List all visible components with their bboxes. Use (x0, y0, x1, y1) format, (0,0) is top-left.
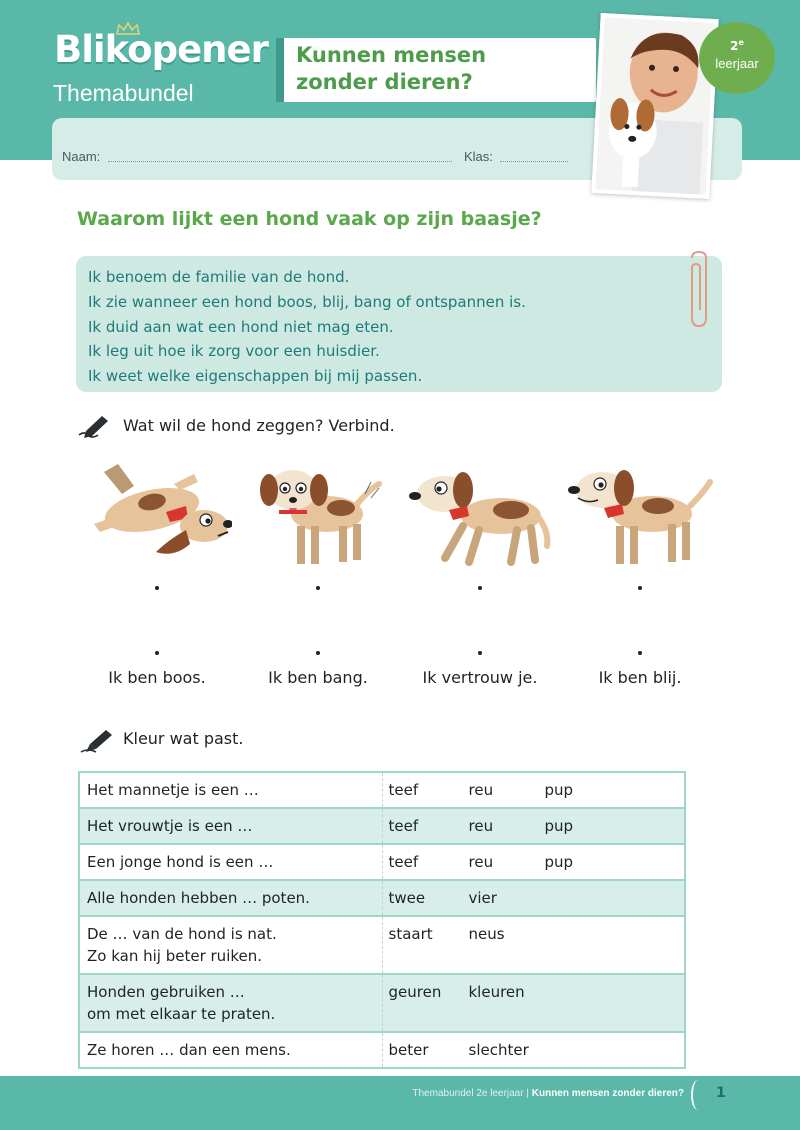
footer-title: Kunnen mensen zonder dieren? (531, 1088, 684, 1099)
footer-separator: | (526, 1088, 529, 1099)
table-row (79, 844, 685, 880)
trusting-dog-illustration (405, 460, 555, 575)
answer-choice[interactable]: slechter (468, 1041, 529, 1059)
answer-choice[interactable]: neus (468, 925, 505, 943)
table-row (79, 880, 685, 916)
main-question: Waarom lijkt een hond vaak op zijn baasje? (77, 208, 542, 230)
question-cell (79, 1032, 382, 1068)
answer-choice[interactable]: twee (388, 889, 426, 907)
answer-choice[interactable]: geuren (388, 983, 442, 1001)
answer-choice[interactable]: reu (468, 781, 494, 799)
footer-series: Themabundel 2e leerjaar (412, 1088, 524, 1099)
question-text: Het mannetje is een … (87, 781, 259, 799)
boy-with-dog-illustration (596, 17, 715, 195)
page-number: 1 (716, 1085, 726, 1101)
goal-item: Ik zie wanneer een hond boos, blij, bang of ontspannen is. (88, 293, 526, 311)
answer-choice[interactable]: teef (388, 817, 419, 835)
answer-choice[interactable]: pup (544, 781, 574, 799)
answer-choice[interactable]: staart (388, 925, 433, 943)
answer-choice[interactable]: beter (388, 1041, 429, 1059)
name-label: Naam: (62, 149, 101, 164)
answer-option: Ik ben bang. (268, 668, 368, 687)
title-accent (276, 38, 284, 102)
grade-suffix: e (738, 38, 744, 47)
grade-number (699, 38, 775, 53)
footer-bracket-icon (691, 1080, 705, 1110)
class-label: Klas: (464, 149, 493, 164)
options-cell (382, 808, 685, 844)
question-text: Het vrouwtje is een … (87, 817, 253, 835)
dog4-connect-dot[interactable] (638, 586, 642, 590)
question-text: Alle honden hebben … poten. (87, 889, 310, 907)
answer-choice[interactable]: reu (468, 853, 494, 871)
options-cell (382, 880, 685, 916)
grade-number-value: 2 (730, 39, 739, 53)
dog1-connect-dot[interactable] (155, 586, 159, 590)
dog3-connect-dot[interactable] (478, 586, 482, 590)
answer-choice[interactable]: teef (388, 781, 419, 799)
answer1-connect-dot[interactable] (155, 651, 159, 655)
answer-choice[interactable]: vier (468, 889, 497, 907)
answer-choice[interactable]: teef (388, 853, 419, 871)
question-text: De … van de hond is nat. (87, 925, 277, 943)
question-cell (79, 974, 382, 1032)
answer4-connect-dot[interactable] (638, 651, 642, 655)
question-cell (79, 844, 382, 880)
grade-word: leerjaar (715, 56, 759, 71)
paperclip-icon (682, 250, 718, 330)
table-row (79, 808, 685, 844)
question-text: Ze horen … dan een mens. (87, 1041, 291, 1059)
exercise2-instruction: Kleur wat past. (123, 729, 244, 748)
goal-item: Ik leg uit hoe ik zorg voor een huisdier. (88, 342, 380, 360)
marker-color-icon (80, 728, 114, 754)
options-cell (382, 844, 685, 880)
options-cell (382, 772, 685, 808)
options-cell (382, 1032, 685, 1068)
table-row (79, 772, 685, 808)
question-cell (79, 772, 382, 808)
scared-dog-illustration (245, 460, 395, 575)
happy-dog-illustration (566, 460, 716, 575)
answer-choice[interactable]: pup (544, 853, 574, 871)
answer2-connect-dot[interactable] (316, 651, 320, 655)
dog2-connect-dot[interactable] (316, 586, 320, 590)
goal-item: Ik benoem de familie van de hond. (88, 268, 350, 286)
answer-option: Ik vertrouw je. (422, 668, 538, 687)
exercise1-instruction: Wat wil de hond zeggen? Verbind. (123, 416, 395, 435)
question-text-line2: Zo kan hij beter ruiken. (87, 947, 263, 965)
answer-option: Ik ben boos. (108, 668, 206, 687)
options-cell (382, 916, 685, 974)
question-cell (79, 808, 382, 844)
goal-item: Ik weet welke eigenschappen bij mij passen. (88, 367, 423, 385)
pencil-write-icon (78, 413, 112, 439)
brand-subtitle: Themabundel (53, 80, 194, 106)
answer-choice[interactable]: pup (544, 817, 574, 835)
answer-choice[interactable]: reu (468, 817, 494, 835)
footer-band (0, 1076, 800, 1130)
goal-item: Ik duid aan wat een hond niet mag eten. (88, 318, 394, 336)
question-text-line2: om met elkaar te praten. (87, 1005, 276, 1023)
question-text: Een jonge hond is een … (87, 853, 274, 871)
options-cell (382, 974, 685, 1032)
answer-choice[interactable]: kleuren (468, 983, 525, 1001)
question-cell (79, 880, 382, 916)
page-title-line2: zonder dieren? (296, 70, 473, 94)
brand-logo: Blikopener (54, 28, 268, 71)
question-text: Honden gebruiken … (87, 983, 245, 1001)
answer3-connect-dot[interactable] (478, 651, 482, 655)
dog-facts-table (78, 771, 686, 1069)
footer-caption (412, 1088, 684, 1099)
page-title (296, 42, 596, 96)
answer-option: Ik ben blij. (598, 668, 682, 687)
class-field[interactable] (500, 161, 568, 162)
page-title-line1: Kunnen mensen (296, 43, 487, 67)
table-row (79, 974, 685, 1032)
question-cell (79, 916, 382, 974)
angry-dog-illustration (82, 460, 232, 575)
name-field[interactable] (108, 161, 452, 162)
table-row (79, 1032, 685, 1068)
table-row (79, 916, 685, 974)
